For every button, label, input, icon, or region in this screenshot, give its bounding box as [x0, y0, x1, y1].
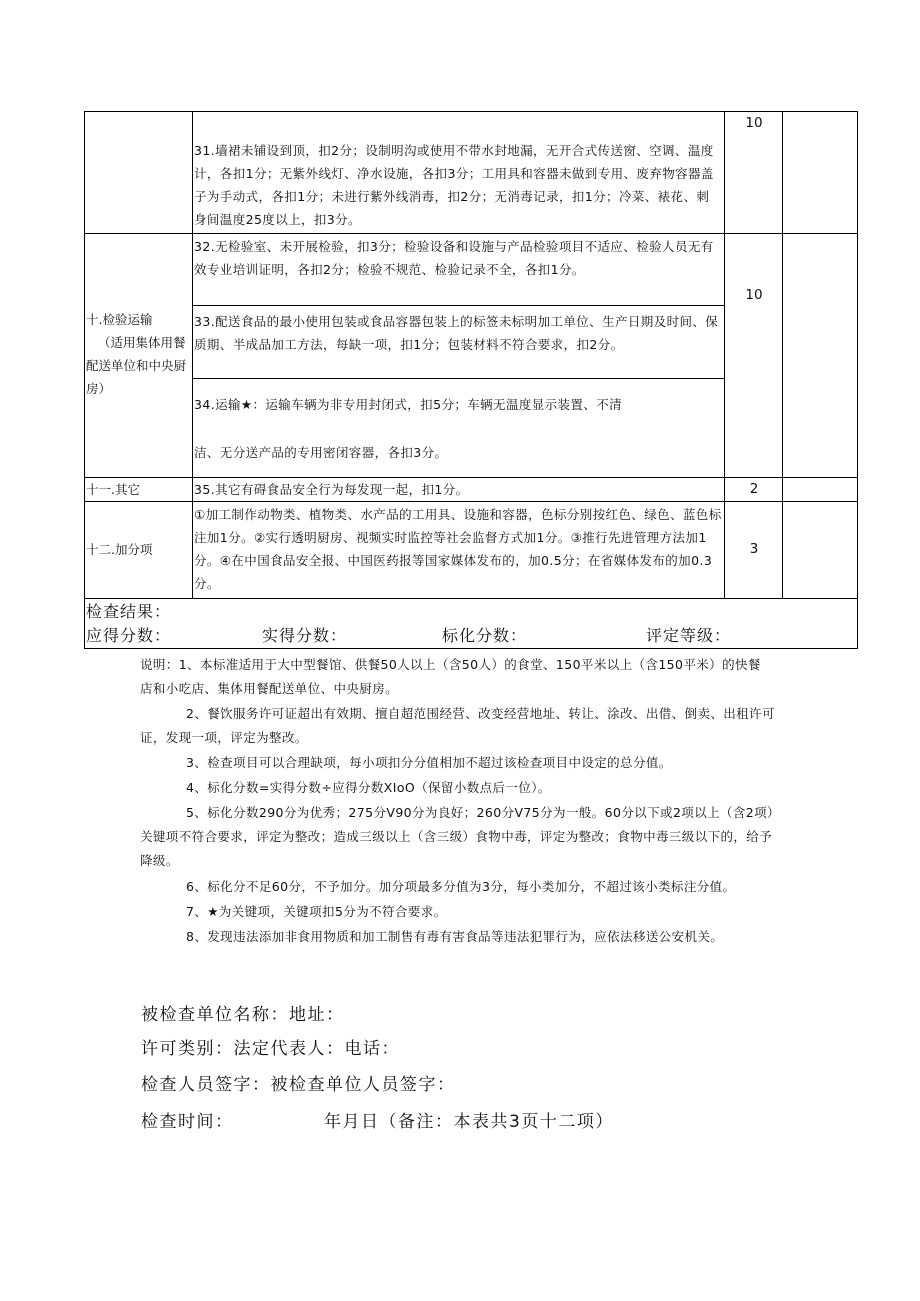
grade-label: 评定等级：: [646, 626, 732, 645]
note-7: 7、★为关键项，关键项扣5分为不符合要求。: [186, 904, 447, 919]
category-other: 十一.其它: [86, 482, 140, 497]
note-4: 4、标化分数=实得分数÷应得分数XIoO（保留小数点后一位）。: [186, 780, 551, 795]
score-row-9: 10: [745, 115, 763, 131]
item-32-text: 32.无检验室、未开展检验，扣3分；检验设备和设施与产品检验项目不适应、检验人员无有效专业培训证明，各扣2分；检验不规范、检验记录不全，各扣1分。: [194, 239, 714, 277]
note-5c: 降级。: [140, 853, 179, 868]
category-inspection-transport: 十.检验运输 （适用集体用餐配送单位和中央厨房）: [86, 312, 187, 396]
note-1a: 说明：1、本标准适用于大中型餐馆、供餐50人以上（含50人）的食堂、150平米以上（含150平米）的快餐: [140, 657, 761, 672]
item-31-text: 31.墙裙未铺设到顶，扣2分；设制明沟或使用不带水封地漏，无开合式传送窗、空调、温度计，各扣1分；无紫外线灯、净水设施，各扣3分；工用具和容器未做到专用、废弃物容器盖子为手动式，各扣1分；未进行紫外线消毒，扣2分；无消毒记录，扣1分；冷菜、裱花、刺身间温度25度以上，扣3分。: [194, 143, 714, 227]
license-representative-line: 许可类别：法定代表人：电话：: [141, 1039, 400, 1059]
note-2b: 证，发现一项，评定为整改。: [140, 730, 308, 745]
note-6: 6、标化分不足60分，不予加分。加分项最多分值为3分，每小类加分，不超过该小类标注分值。: [186, 879, 736, 894]
note-1b: 店和小吃店、集体用餐配送单位、中央厨房。: [140, 681, 399, 696]
results-label: 检查结果：: [86, 602, 172, 621]
item-35-text: 35.其它有碍食品安全行为每发现一起，扣1分。: [194, 482, 469, 497]
score-section-12: 3: [749, 541, 759, 557]
inspection-time-label: 检查时间：: [141, 1112, 234, 1132]
note-5a: 5、标化分数290分为优秀；275分V90分为良好；260分V75分为一般。60分以下或2项以上（含2项）: [186, 805, 780, 820]
unit-name-address-line: 被检查单位名称：地址：: [141, 1005, 345, 1025]
item-34-text-a: 34.运输★：运输车辆为非专用封闭式，扣5分；车辆无温度显示装置、不清: [194, 397, 623, 412]
score-section-11: 2: [749, 481, 759, 497]
note-8: 8、发现违法添加非食用物质和加工制售有毒有害食品等违法犯罪行为，应依法移送公安机关。: [186, 929, 724, 944]
note-2a: 2、餐饮服务许可证超出有效期、擅自超范围经营、改变经营地址、转让、涂改、出借、倒卖、出租许可: [186, 706, 775, 721]
score-section-10: 10: [745, 287, 763, 303]
actual-score-label: 实得分数：: [262, 626, 348, 645]
item-33-text: 33.配送食品的最小使用包装或食品容器包装上的标签未标明加工单位、生产日期及时间、保质期、半成品加工方法，每缺一项，扣1分；包装材料不符合要求，扣2分。: [194, 314, 719, 352]
due-score-label: 应得分数：: [86, 626, 172, 645]
item-34-text-b: 洁、无分送产品的专用密闭容器，各扣3分。: [194, 445, 448, 460]
note-3: 3、检查项目可以合理缺项，每小项扣分分值相加不超过该检查项目中设定的总分值。: [186, 755, 672, 770]
category-bonus: 十二.加分项: [86, 542, 153, 557]
bonus-items-text: ①加工制作动物类、植物类、水产品的工用具、设施和容器，色标分别按红色、绿色、蓝色标注加1分。②实行透明厨房、视频实时监控等社会监督方式加1分。③推行先进管理方法加1分。④在中国食品安全报、中国医药报等国家媒体发布的，加0.5分；在省媒体发布的加0.3分。: [194, 507, 722, 591]
standard-score-label: 标化分数：: [442, 626, 528, 645]
note-5b: 关键项不符合要求，评定为整改；造成三级以上（含三级）食物中毒，评定为整改；食物中毒三级以下的，给予: [140, 829, 773, 844]
date-remark-line: 年月日（备注：本表共3页十二项）: [324, 1112, 614, 1132]
signature-line: 检查人员签字：被检查单位人员签字：: [141, 1075, 456, 1095]
